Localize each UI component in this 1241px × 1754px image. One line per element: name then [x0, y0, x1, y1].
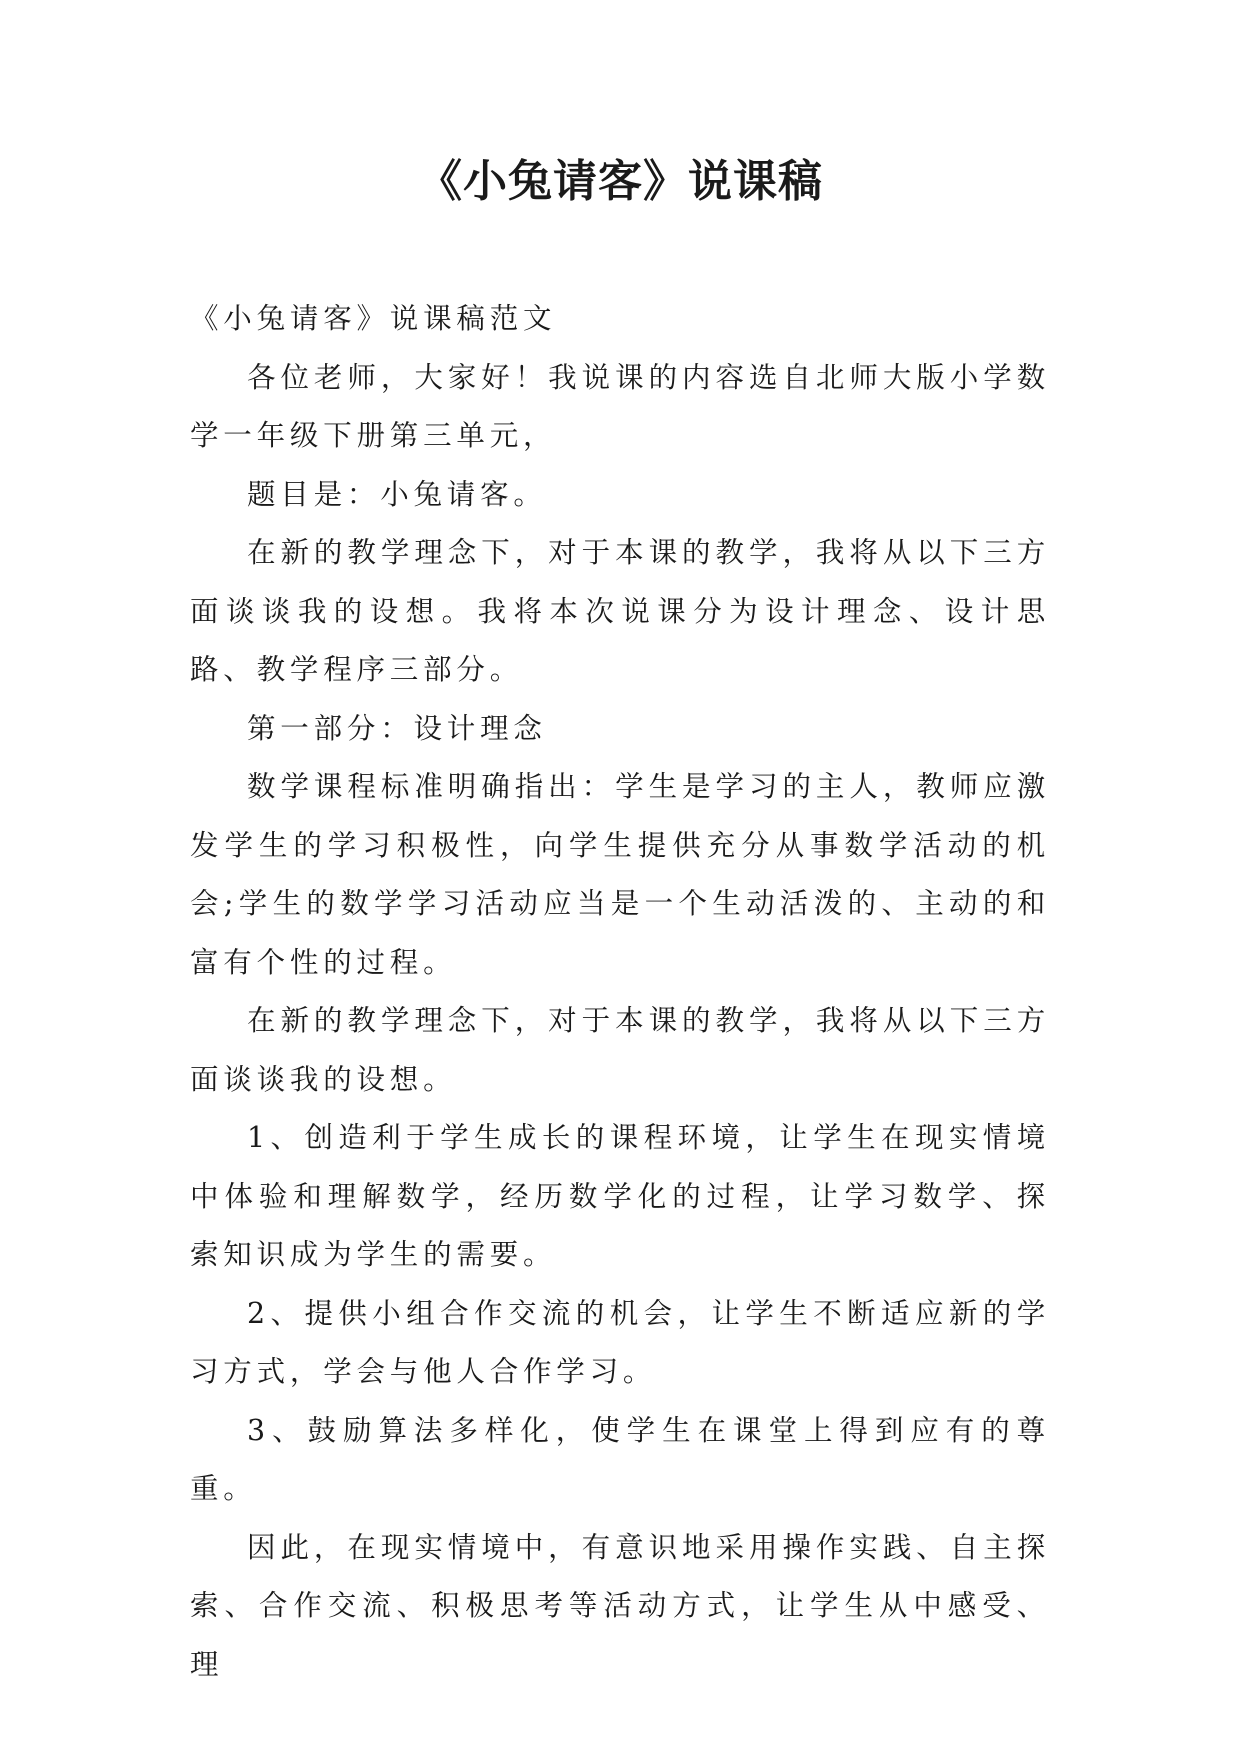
paragraph-topic: 题目是：小兔请客。 [247, 477, 547, 511]
paragraph-point-2: 2、提供小组合作交流的机会，让学生不断适应新的学习方式，学会与他人合作学习。 [190, 1296, 1050, 1388]
document-body [190, 290, 1050, 1694]
paragraph-section-heading: 第一部分：设计理念 [247, 711, 547, 745]
paragraph-overview: 在新的教学理念下，对于本课的教学，我将从以下三方面谈谈我的设想。我将本次说课分为设计理念、设计思路、教学程序三部分。 [190, 536, 1050, 686]
paragraph-curriculum-standard: 数学课程标准明确指出：学生是学习的主人，教师应激发学生的学习积极性，向学生提供充分从事数学活动的机会;学生的数学学习活动应当是一个生动活泼的、主动的和富有个性的过程。 [190, 770, 1050, 979]
paragraph-point-3: 3、鼓励算法多样化，使学生在课堂上得到应有的尊重。 [190, 1413, 1050, 1505]
document-title: 《小兔请客》说课稿 [418, 156, 823, 207]
paragraph-point-1: 1、创造利于学生成长的课程环境，让学生在现实情境中体验和理解数学，经历数学化的过程，让学习数学、探索知识成为学生的需要。 [190, 1121, 1050, 1271]
paragraph-subtitle: 《小兔请客》说课稿范文 [190, 302, 557, 335]
paragraph-ideas-intro: 在新的教学理念下，对于本课的教学，我将从以下三方面谈谈我的设想。 [190, 1004, 1050, 1096]
paragraph-conclusion: 因此，在现实情境中，有意识地采用操作实践、自主探索、合作交流、积极思考等活动方式，让学生从中感受、理 [190, 1530, 1050, 1681]
paragraph-greeting: 各位老师，大家好！我说课的内容选自北师大版小学数学一年级下册第三单元， [190, 360, 1050, 452]
